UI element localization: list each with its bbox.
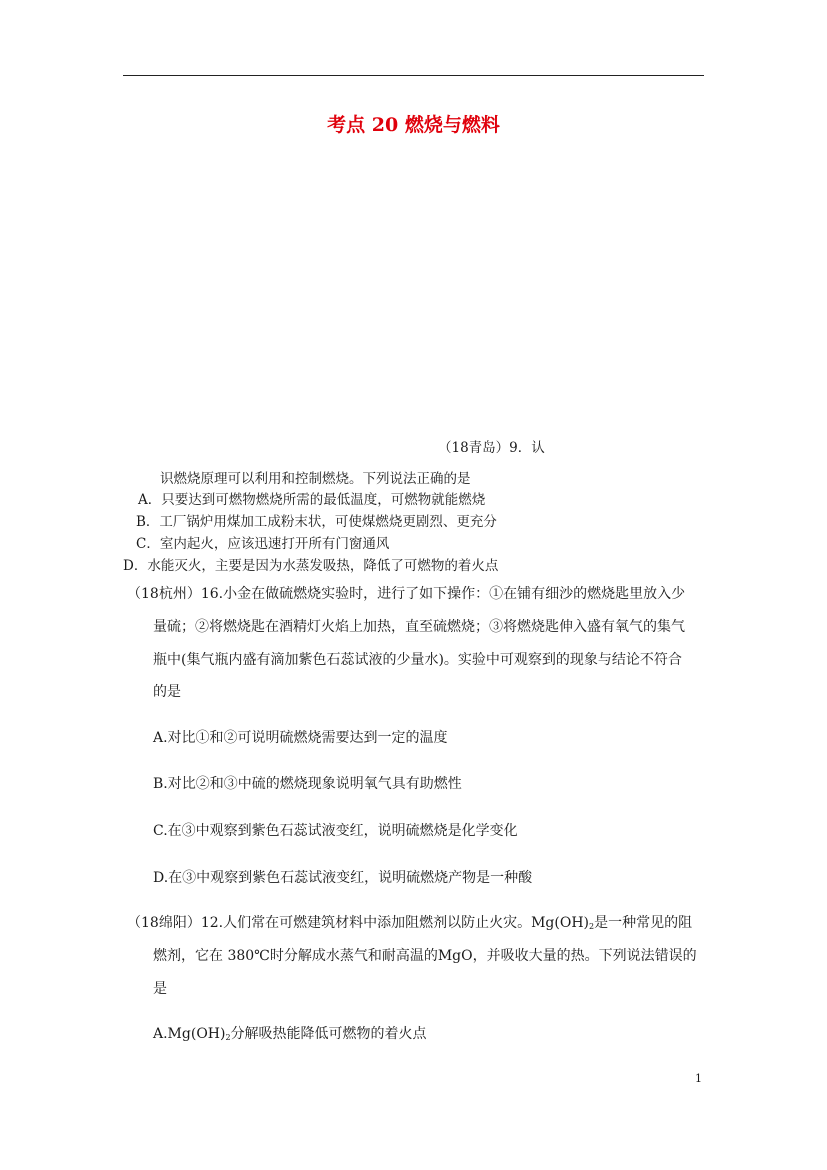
question-2-option-c: C.在③中观察到紫色石蕊试液变红，说明硫燃烧是化学变化 xyxy=(153,823,518,839)
question-2-option-b: B.对比②和③中硫的燃烧现象说明氧气具有助燃性 xyxy=(153,776,462,792)
header-rule xyxy=(123,75,704,76)
question-2-line-4: 的是 xyxy=(153,684,181,700)
question-3-line-3: 是 xyxy=(153,981,167,997)
question-3-line-2: 燃剂，它在 380℃时分解成水蒸气和耐高温的MgO，并吸收大量的热。下列说法错误的 xyxy=(153,948,697,964)
question-1-option-b: B．工厂锅炉用煤加工成粉末状，可使煤燃烧更剧烈、更充分 xyxy=(136,514,497,530)
question-1-option-c: C．室内起火，应该迅速打开所有门窗通风 xyxy=(136,536,390,552)
question-3-option-a-text: A.Mg(OH) xyxy=(153,1026,226,1042)
question-3-line-1 xyxy=(127,913,692,937)
question-2-line-1: （18杭州）16.小金在做硫燃烧实验时，进行了如下操作：①在铺有细沙的燃烧匙里放入少 xyxy=(127,586,686,602)
subscript: 2 xyxy=(225,1033,231,1042)
question-3-line-1-text: （18绵阳）12.人们常在可燃建筑材料中添加阻燃剂以防止火灾。Mg(OH) xyxy=(127,915,589,931)
page-title: 考点 20 燃烧与燃料 xyxy=(327,114,500,136)
question-2-option-d: D.在③中观察到紫色石蕊试液变红，说明硫燃烧产物是一种酸 xyxy=(153,870,533,886)
question-2-line-3: 瓶中(集气瓶内盛有滴加紫色石蕊试液的少量水)。实验中可观察到的现象与结论不符合 xyxy=(153,652,682,668)
question-1-option-a: A．只要达到可燃物燃烧所需的最低温度，可燃物就能燃烧 xyxy=(138,492,486,508)
question-3-line-1-tail: 是一种常见的阻 xyxy=(594,915,693,931)
question-3-option-a xyxy=(153,1024,427,1048)
question-2-line-2: 量硫；②将燃烧匙在酒精灯火焰上加热，直至硫燃烧；③将燃烧匙伸入盛有氧气的集气 xyxy=(153,619,685,635)
question-1-source: （18青岛）9．认 xyxy=(438,440,545,456)
page-number: 1 xyxy=(695,1072,702,1085)
question-3-option-a-tail: 分解吸热能降低可燃物的着火点 xyxy=(230,1026,427,1042)
question-2-option-a: A.对比①和②可说明硫燃烧需要达到一定的温度 xyxy=(153,730,448,746)
subscript: 2 xyxy=(589,922,595,931)
question-1-stem: 识燃烧原理可以利用和控制燃烧。下列说法正确的是 xyxy=(160,471,471,487)
question-1-option-d: D．水能灭火，主要是因为水蒸发吸热，降低了可燃物的着火点 xyxy=(123,558,499,574)
